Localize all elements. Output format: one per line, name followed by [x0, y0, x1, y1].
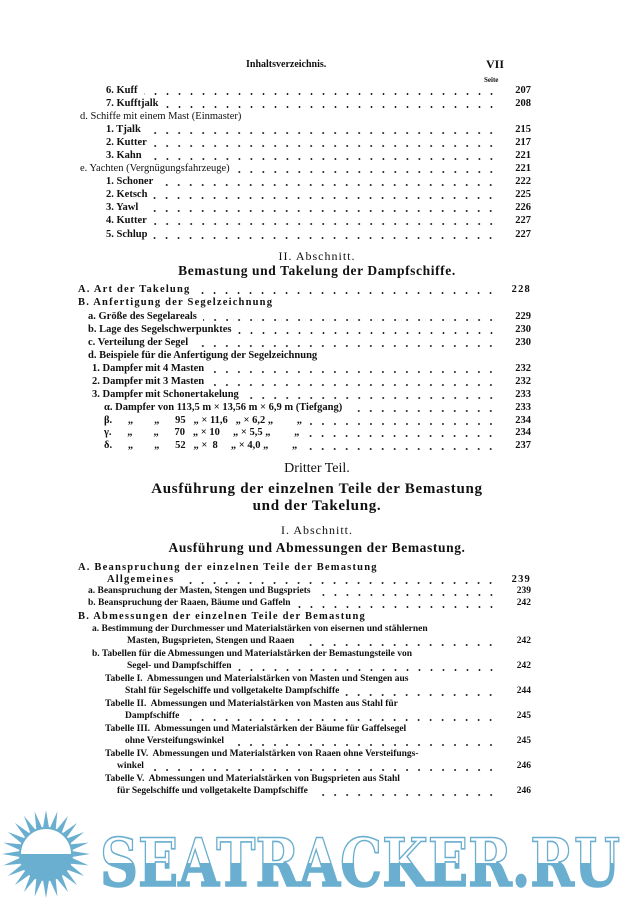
- entry-text: 2. Kutter: [106, 137, 147, 148]
- entry-page: 230: [515, 337, 531, 348]
- entry-text: α. Dampfer von 113,5 m × 13,56 m × 6,9 m (Tiefgang): [104, 402, 343, 413]
- toc-heading: A. Beanspruchung der einzelnen Teile der Bemastung: [78, 562, 378, 573]
- toc-entry: [92, 388, 531, 401]
- entry-page: 246: [516, 786, 531, 796]
- toc-entry: [106, 136, 531, 149]
- entry-page: 221: [515, 150, 531, 161]
- toc-entry: [125, 685, 531, 698]
- entry-page: 230: [515, 324, 531, 335]
- entry-text: b. Beanspruchung der Raaen, Bäume und Gaffeln: [88, 598, 291, 608]
- toc-entry: [106, 188, 531, 201]
- entry-page: 232: [515, 376, 531, 387]
- entry-page: 233: [515, 389, 531, 400]
- section-title: Bemastung und Takelung der Dampfschiffe.: [178, 263, 456, 278]
- entry-text: b. Lage des Segelschwerpunktes: [88, 324, 232, 335]
- entry-text: 5. Schlup: [106, 229, 148, 240]
- toc-entry: [104, 426, 531, 439]
- entry-text: c. Verteilung der Segel: [88, 337, 189, 348]
- dot-leader: [165, 106, 498, 108]
- sun-ray: [50, 878, 58, 896]
- entry-page: 242: [516, 598, 531, 608]
- toc-entry: [80, 162, 531, 175]
- sun-ray: [2, 851, 20, 857]
- part-title-line2: und der Takelung.: [252, 498, 382, 514]
- toc-entry-line: Tabelle III. Abmessungen und Materialstärken der Bäume für Gaffelsegel: [105, 724, 407, 734]
- dot-leader: [147, 132, 497, 134]
- toc-entry: [92, 375, 531, 388]
- sun-ray: [3, 858, 21, 866]
- toc-entry: [88, 323, 531, 336]
- entry-page: 242: [516, 661, 531, 671]
- dot-leader: [196, 292, 497, 294]
- toc-entry-line: Tabelle IV. Abmessungen und Materialstärken von Raaen ohne Versteifungs-: [105, 749, 419, 759]
- entry-page: 239: [516, 586, 531, 596]
- entry-page: 227: [515, 215, 531, 226]
- dot-leader: [238, 669, 497, 671]
- dot-leader: [153, 237, 497, 239]
- toc-entry-line: b. Tabellen für die Abmessungen und Materialstärken der Bemastungsteile von: [92, 649, 413, 659]
- entry-text: 4. Kutter: [106, 215, 147, 226]
- dot-leader: [317, 594, 497, 596]
- dot-leader: [305, 435, 497, 437]
- toc-entry: [106, 175, 531, 188]
- toc-entry: [78, 283, 531, 296]
- entry-page: 208: [515, 98, 531, 109]
- part-label: Dritter Teil.: [284, 461, 350, 476]
- entry-page: 237: [515, 440, 531, 451]
- toc-entry-line: Tabelle I. Abmessungen und Materialstärken von Masten und Stengen aus: [105, 674, 409, 684]
- entry-page: 229: [515, 311, 531, 322]
- entry-page: 221: [515, 163, 531, 174]
- dot-leader: [153, 197, 497, 199]
- entry-text: 3. Dampfer mit Schonertakelung: [92, 389, 239, 400]
- sun-ray: [35, 878, 43, 896]
- seite-label: Seite: [484, 76, 499, 84]
- dot-leader: [153, 223, 497, 225]
- dot-leader: [300, 644, 497, 646]
- toc-entry: [127, 660, 531, 673]
- toc-entry: [88, 597, 531, 610]
- toc-entry: [117, 785, 531, 798]
- entry-text: a. Beanspruchung der Masten, Stengen und Bugspriets: [88, 586, 311, 596]
- entry-page: 233: [515, 402, 531, 413]
- part-title-line1: Ausführung der einzelnen Teile der Bemastung: [151, 481, 483, 497]
- toc-entry: [106, 149, 531, 162]
- toc-entry: [88, 336, 531, 349]
- entry-page: 228: [511, 284, 531, 295]
- toc-entry: [127, 635, 531, 648]
- entry-text: δ. „ „ 52 „ × 8 „ × 4,0 „ „: [104, 440, 298, 451]
- dot-leader: [245, 397, 497, 399]
- entry-text: Dampfschiffe: [125, 711, 180, 721]
- toc-entry: [106, 201, 531, 214]
- dot-leader: [144, 93, 498, 95]
- entry-page: 217: [515, 137, 531, 148]
- entry-text: e. Yachten (Vergnügungsfahrzeuge): [80, 163, 230, 174]
- toc-entry: [125, 735, 531, 748]
- entry-text: 7. Kufftjalk: [106, 98, 159, 109]
- toc-heading: B. Abmessungen der einzelnen Teile der Bemastung: [78, 611, 366, 622]
- dot-leader: [153, 145, 497, 147]
- toc-entry: [106, 84, 531, 97]
- dot-leader: [345, 694, 497, 696]
- entry-text: 3. Yawl: [106, 202, 139, 213]
- section-title: Ausführung und Abmessungen der Bemastung.: [168, 540, 466, 555]
- toc-entry: [117, 760, 531, 773]
- watermark-text: SEATRACKER.RU: [100, 824, 620, 902]
- toc-entry-line: Tabelle V. Abmessungen und Materialstärken von Bugsprieten aus Stahl: [105, 774, 400, 784]
- dot-leader: [148, 158, 497, 160]
- entry-text: β. „ „ 95 „ × 11,6 „ × 6,2 „ „: [104, 415, 303, 426]
- sun-ray: [43, 880, 49, 898]
- entry-text: 1. Dampfer mit 4 Masten: [92, 363, 205, 374]
- entry-page: 232: [515, 363, 531, 374]
- sun-ray: [3, 843, 21, 851]
- entry-page: 227: [515, 229, 531, 240]
- toc-entry: [106, 214, 531, 227]
- sun-logo-icon: [2, 810, 90, 898]
- toc-entry: [92, 362, 531, 375]
- entry-page: 234: [515, 415, 531, 426]
- dot-leader: [203, 319, 497, 321]
- toc-heading: B. Anfertigung der Segelzeichnung: [78, 297, 274, 308]
- entry-text: 3. Kahn: [106, 150, 142, 161]
- entry-text: 2. Dampfer mit 3 Masten: [92, 376, 205, 387]
- sun-ray: [70, 858, 88, 866]
- sun-ray: [35, 811, 43, 829]
- dot-leader: [180, 582, 497, 584]
- entry-page: 245: [516, 711, 531, 721]
- toc-entry: [125, 710, 531, 723]
- entry-text: ohne Versteifungswinkel: [125, 736, 224, 746]
- entry-text: 6. Kuff: [106, 85, 138, 96]
- dot-leader: [230, 744, 497, 746]
- entry-text: Allgemeines: [107, 574, 175, 585]
- dot-leader: [297, 606, 497, 608]
- toc-heading: d. Schiffe mit einem Mast (Einmaster): [80, 111, 242, 122]
- toc-entry-line: a. Bestimmung der Durchmesser und Materialstärken von eisernen und stählernen: [92, 624, 428, 634]
- toc-entry-line: Tabelle II. Abmessungen und Materialstärken von Masten aus Stahl für: [105, 699, 398, 709]
- dot-leader: [314, 794, 497, 796]
- entry-text: γ. „ „ 70 „ × 10 „ × 5,5 „ „: [104, 427, 300, 438]
- entry-page: 215: [515, 124, 531, 135]
- dot-leader: [303, 448, 497, 450]
- dot-leader: [348, 410, 497, 412]
- entry-text: für Segelschiffe und vollgetakelte Dampfschiffe: [117, 786, 308, 796]
- sun-ray: [72, 851, 90, 857]
- sun-ray: [43, 810, 49, 828]
- entry-page: 226: [515, 202, 531, 213]
- entry-text: 2. Ketsch: [106, 189, 148, 200]
- entry-text: A. Art der Takelung: [78, 284, 191, 295]
- dot-leader: [194, 345, 497, 347]
- dot-leader: [144, 210, 497, 212]
- entry-page: 242: [516, 636, 531, 646]
- entry-page: 245: [516, 736, 531, 746]
- dot-leader: [238, 332, 497, 334]
- toc-entry: [88, 310, 531, 323]
- entry-text: Masten, Bugsprieten, Stengen und Raaen: [127, 636, 295, 646]
- toc-entry: [104, 439, 531, 452]
- dot-leader: [210, 371, 497, 373]
- entry-page: 222: [515, 176, 531, 187]
- toc-entry: [106, 97, 531, 110]
- toc-heading: d. Beispiele für die Anfertigung der Segelzeichnung: [88, 350, 318, 361]
- dot-leader: [210, 384, 497, 386]
- dot-leader: [159, 184, 497, 186]
- entry-page: 246: [516, 761, 531, 771]
- entry-page: 234: [515, 427, 531, 438]
- dot-leader: [150, 769, 497, 771]
- entry-text: a. Größe des Segelareals: [88, 311, 197, 322]
- toc-entry: [104, 401, 531, 414]
- dot-leader: [236, 171, 497, 173]
- section-label: II. Abschnitt.: [278, 249, 356, 263]
- entry-text: 1. Tjalk: [106, 124, 141, 135]
- entry-text: Stahl für Segelschiffe und vollgetakelte Dampfschiffe: [125, 686, 340, 696]
- dot-leader: [185, 719, 497, 721]
- section-label: I. Abschnitt.: [281, 523, 353, 537]
- toc-entry: [106, 228, 531, 241]
- sun-ray: [70, 843, 88, 851]
- entry-page: 225: [515, 189, 531, 200]
- entry-page: 207: [515, 85, 531, 96]
- seatracker-watermark: [0, 808, 634, 902]
- sun-ray: [50, 811, 58, 829]
- page-number: VII: [486, 57, 505, 71]
- entry-page: 239: [511, 574, 531, 585]
- entry-text: winkel: [117, 761, 144, 771]
- header-title: Inhaltsverzeichnis.: [246, 59, 327, 70]
- entry-text: Segel- und Dampfschiffen: [127, 661, 232, 671]
- toc-entry: [106, 123, 531, 136]
- entry-text: 1. Schoner: [106, 176, 154, 187]
- entry-page: 244: [516, 686, 531, 696]
- dot-leader: [308, 423, 497, 425]
